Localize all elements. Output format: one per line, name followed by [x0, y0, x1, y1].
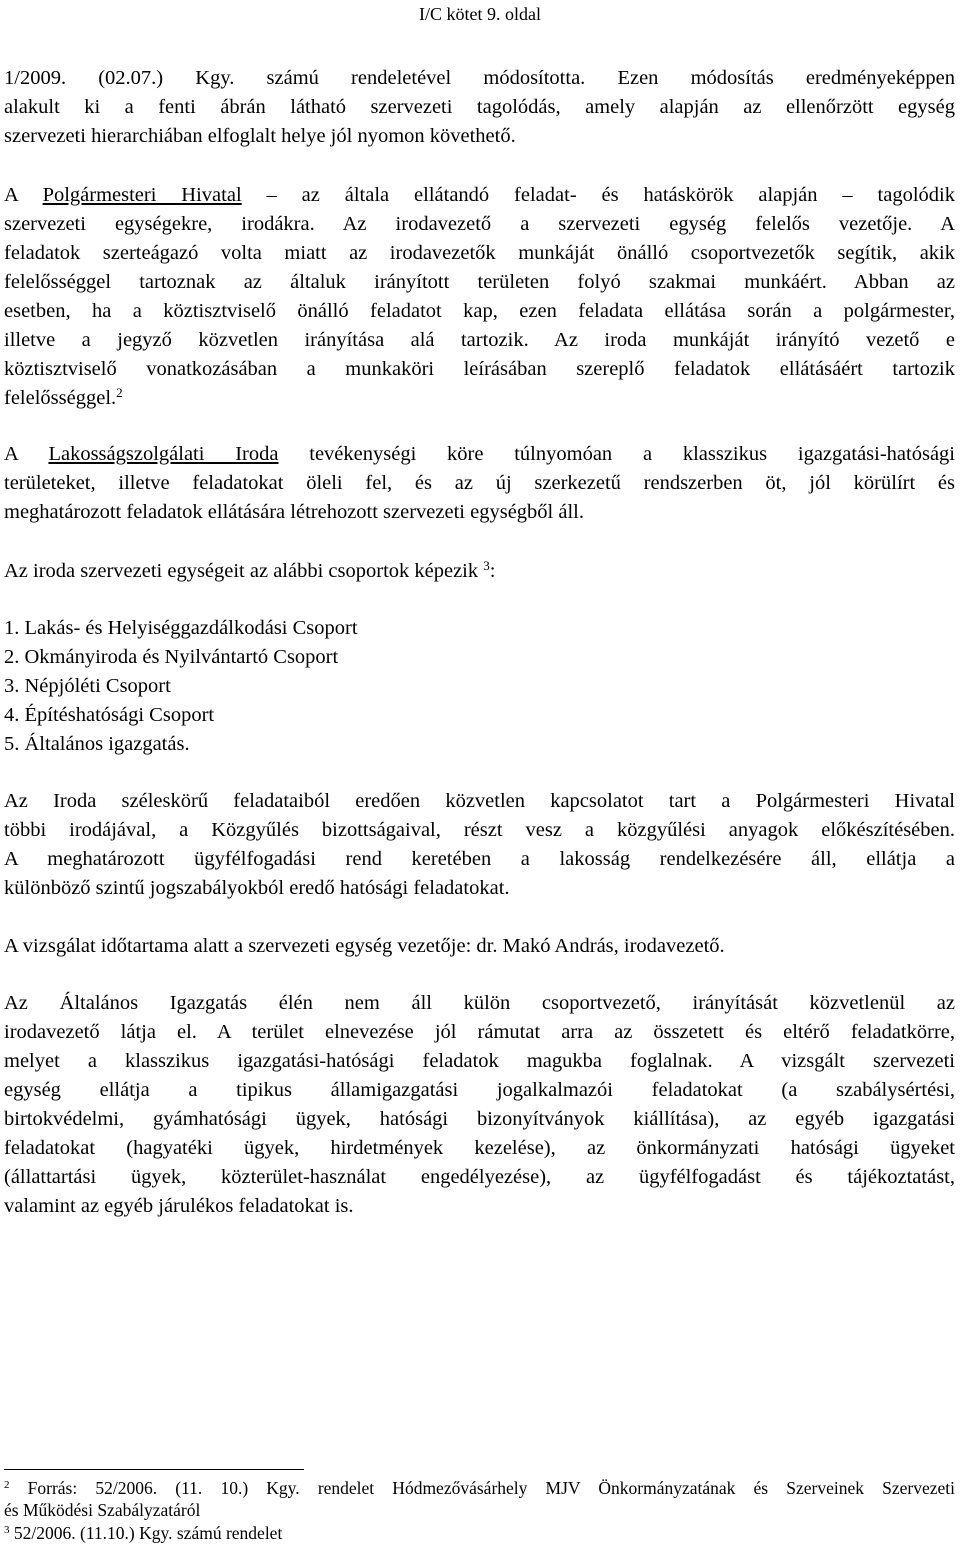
- text-line: többi irodájával, a Közgyűlés bizottságaival, részt vesz a közgyűlési anyagok előkészítésében.: [4, 819, 955, 841]
- footnote-line: [4, 1477, 955, 1499]
- list-item: 5. Általános igazgatás.: [4, 733, 190, 755]
- text-line: egység ellátja a tipikus államigazgatási jogalkalmazói feladatokat (a szabálysértési,: [4, 1079, 955, 1101]
- text-run: Az iroda szervezeti egységeit az alábbi csoportok képezik: [4, 560, 479, 582]
- text-line: feladatokat (hagyatéki ügyek, hirdetmények kezelése), az önkormányzati hatósági ügyeket: [4, 1137, 955, 1159]
- text-line: szervezeti egységekre, irodákra. Az irodavezető a szervezeti egység felelős vezetője. A: [4, 213, 955, 235]
- text-run: tevékenységi köre túlnyomóan a klasszikus igazgatási-hatósági: [278, 443, 955, 465]
- list-item: 4. Építéshatósági Csoport: [4, 704, 215, 726]
- text-run: A: [4, 443, 49, 465]
- text-line: felelősséggel tartoznak az általuk irányított területen folyó szakmai munkáért. Abban az: [4, 271, 955, 293]
- paragraph-2: [4, 181, 955, 413]
- text-line: melyet a klasszikus igazgatási-hatósági feladatok magukba foglalnak. A vizsgált szervezeti: [4, 1050, 955, 1072]
- text-line: irodavezető látja el. A terület elnevezése jól rámutat arra az összetett és eltérő feladatkörre,: [4, 1021, 955, 1043]
- text-line: Az Általános Igazgatás élén nem áll külön csoportvezető, irányítását közvetlenül az: [4, 992, 955, 1014]
- running-title: I/C kötet 9. oldal: [419, 4, 541, 24]
- underlined-term: Polgármesteri Hivatal: [42, 184, 242, 206]
- group-list: [4, 614, 955, 759]
- footnote-line: és Működési Szabályzatáról: [4, 1500, 201, 1520]
- text-line: [4, 440, 955, 469]
- text-line: szervezeti hierarchiában elfoglalt helye jól nyomon követhető.: [4, 125, 516, 147]
- text-line: valamint az egyéb járulékos feladatokat is.: [4, 1195, 354, 1217]
- text-line: alakult ki a fenti ábrán látható szervezeti tagolódás, amely alapján az ellenőrzött egység: [4, 96, 955, 118]
- paragraph-3: [4, 440, 955, 527]
- text-line: meghatározott feladatok ellátására létrehozott szervezeti egységből áll.: [4, 501, 584, 523]
- text-line: esetben, ha a köztisztviselő önálló feladatot kap, ezen feladata ellátása során a polgármester,: [4, 300, 955, 322]
- text-line: birtokvédelmi, gyámhatósági ügyek, hatósági bizonyítványok kiállítása), az egyéb igazgatási: [4, 1108, 955, 1130]
- text-line: területeket, illetve feladatokat öleli fel, és az új szerkezetű rendszerben öt, jól körülírt és: [4, 472, 955, 494]
- text-line: [4, 557, 955, 586]
- footnote-divider: [4, 1469, 304, 1470]
- text-line: illetve a jegyző közvetlen irányítása alá tartozik. Az iroda munkáját irányító vezető e: [4, 329, 955, 351]
- text-line: A meghatározott ügyfélfogadási rend keretében a lakosság rendelkezésére áll, ellátja a: [4, 848, 955, 870]
- underlined-term: Lakosságszolgálati Iroda: [48, 443, 279, 465]
- footnote-2: [4, 1477, 955, 1521]
- paragraph-7: [4, 989, 955, 1221]
- footnote-number: 2: [4, 1479, 10, 1491]
- paragraph-5: [4, 787, 955, 903]
- footnote-line: [4, 1522, 955, 1544]
- text-run: :: [489, 560, 496, 582]
- paragraph-1: [4, 64, 955, 151]
- footnote-3: [4, 1522, 955, 1544]
- text-line: (állattartási ügyek, közterület-használat engedélyezése), az ügyfélfogadást és tájékoztatást,: [4, 1166, 955, 1188]
- text-line: feladatok szerteágazó volta miatt az irodavezetők munkáját önálló csoportvezetők segítik, akik: [4, 242, 955, 264]
- text-line: [4, 384, 955, 413]
- footnote-ref: 3: [483, 558, 490, 573]
- text-line: A vizsgálat időtartama alatt a szervezeti egység vezetője: dr. Makó András, irodavezető.: [4, 935, 725, 957]
- footnote-ref: 2: [116, 385, 123, 400]
- text-line: köztisztviselő vonatkozásában a munkaköri leírásában szereplő feladatok ellátásáért tartozik: [4, 358, 955, 380]
- footnote-number: 3: [4, 1524, 10, 1536]
- paragraph-4: [4, 557, 955, 586]
- text-line: 1/2009. (02.07.) Kgy. számú rendeletével módosította. Ezen módosítás eredményeképpen: [4, 67, 955, 89]
- text-run: A: [4, 184, 43, 206]
- text-line: különböző szintű jogszabályokból eredő hatósági feladatokat.: [4, 877, 510, 899]
- paragraph-6: [4, 932, 955, 961]
- text-run: felelősséggel.: [4, 387, 117, 409]
- text-run: Forrás: 52/2006. (11. 10.) Kgy. rendelet Hódmezővásárhely MJV Önkormányzatának és Szerveinek Szervezeti: [27, 1478, 956, 1498]
- text-line: Az Iroda széleskörű feladataiból eredően közvetlen kapcsolatot tart a Polgármesteri Hivatal: [4, 790, 955, 812]
- list-item: 3. Népjóléti Csoport: [4, 675, 171, 697]
- text-run: – az általa ellátandó feladat- és hatáskörök alapján – tagolódik: [241, 184, 955, 206]
- text-line: [4, 181, 955, 210]
- list-item: 1. Lakás- és Helyiséggazdálkodási Csoport: [4, 617, 358, 639]
- list-item: 2. Okmányiroda és Nyilvántartó Csoport: [4, 646, 339, 668]
- text-run: 52/2006. (11.10.) Kgy. számú rendelet: [13, 1523, 283, 1543]
